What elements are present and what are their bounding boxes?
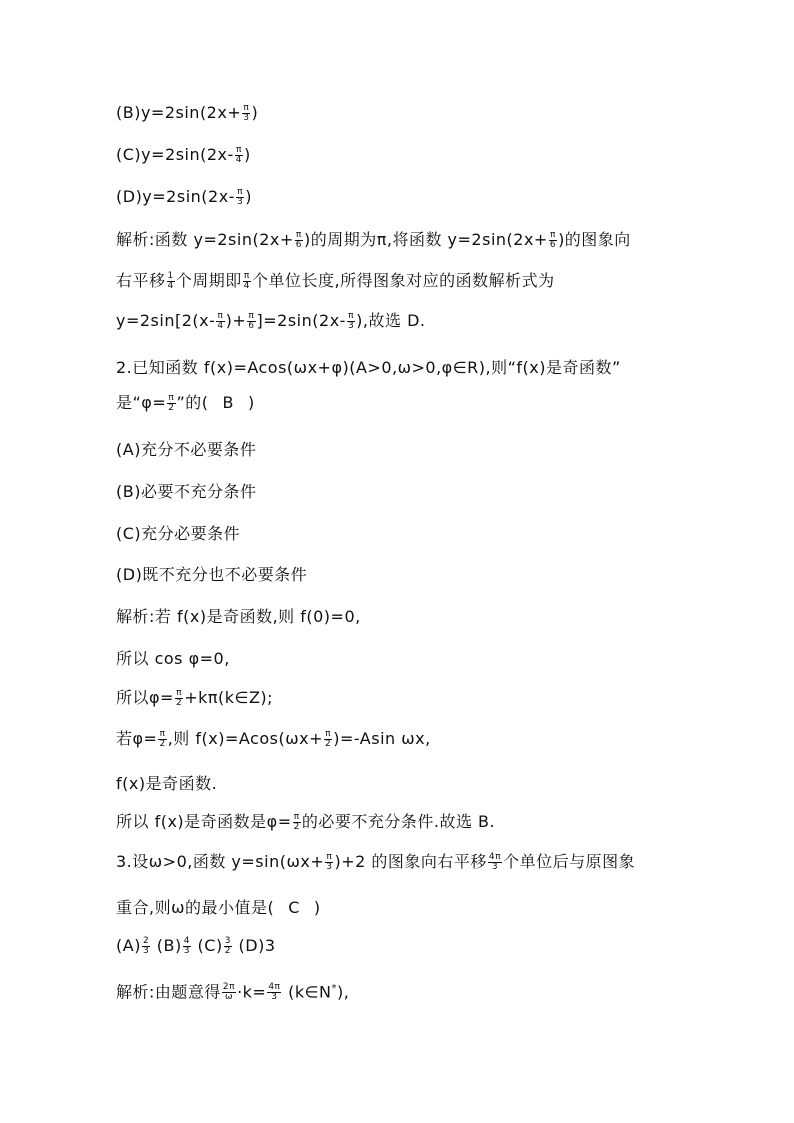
question-2-cont: 是“φ= $\frac{\pi}{2}$ ”的( B )	[116, 393, 255, 413]
fraction: $\frac{\pi}{2}$	[175, 688, 183, 708]
option-d: (D)y=2sin(2x- $\frac{\pi}{3}$ )	[116, 187, 252, 207]
fraction: $\frac{3}{2}$	[224, 936, 231, 956]
fraction: $\frac{\pi}{3}$	[326, 852, 333, 872]
solution-line: 右平移 $\frac{1}{4}$ 个周期即 $\frac{\pi}{4}$ 个单位长度,所得图象对应的函数解析式为	[116, 271, 555, 291]
option-a: (A)充分不必要条件	[116, 440, 257, 459]
fraction: $\frac{\pi}{2}$	[159, 729, 166, 749]
question-3: 3.设ω>0,函数 y=sin(ωx+ $\frac{\pi}{3}$ )+2 的图象向右平移 $\frac{4\pi}{3}$ 个单位后与原图象	[116, 852, 636, 872]
fraction: $\frac{\pi}{2}$	[168, 393, 175, 413]
option-c: (C)y=2sin(2x- $\frac{\pi}{4}$ )	[116, 145, 251, 165]
question-3-cont: 重合,则ω的最小值是( C )	[116, 898, 321, 917]
solution-line: y=2sin[2(x- $\frac{\pi}{4}$ )+ $\frac{\pi}{6}$ ]=2sin(2x- $\frac{\pi}{3}$ ),故选 D.	[116, 311, 426, 331]
solution-line: 解析:由题意得 $\frac{2\pi}{\omega}$ ·k= $\frac{4\pi}{3}$ (k∈N*),	[116, 982, 350, 1003]
fraction: $\frac{4\pi}{3}$	[268, 982, 281, 1003]
fraction: $\frac{1}{4}$	[167, 271, 174, 291]
fraction: $\frac{\pi}{2}$	[293, 812, 300, 832]
question-2: 2.已知函数 f(x)=Acos(ωx+φ)(A>0,ω>0,φ∈R),则“f(x)是奇函数”	[116, 358, 621, 377]
options-row: (A) $\frac{2}{3}$ (B) $\frac{4}{3}$ (C) $\frac{3}{2}$ (D)3	[116, 936, 276, 956]
solution-line: 解析:函数 y=2sin(2x+ $\frac{\pi}{6}$ )的周期为π,将函数 y=2sin(2x+ $\frac{\pi}{6}$ )的图象向	[116, 230, 631, 250]
solution-line: 所以 f(x)是奇函数是φ= $\frac{\pi}{2}$ 的必要不充分条件.故选 B.	[116, 812, 496, 832]
fraction: $\frac{\pi}{6}$	[295, 230, 302, 250]
solution-line: 所以 cos φ=0,	[116, 649, 230, 668]
answer: B	[222, 393, 235, 412]
fraction: $\frac{\pi}{4}$	[235, 145, 243, 165]
option-b: (B)y=2sin(2x+ $\frac{\pi}{3}$ )	[116, 103, 259, 123]
solution-line: 若φ= $\frac{\pi}{2}$ ,则 f(x)=Acos(ωx+ $\frac{\pi}{2}$ )=-Asin ωx,	[116, 729, 431, 749]
fraction: $\frac{2}{3}$	[142, 936, 150, 956]
fraction: $\frac{\pi}{6}$	[549, 230, 557, 250]
option-c: (C)充分必要条件	[116, 524, 241, 543]
option-d: (D)既不充分也不必要条件	[116, 565, 308, 584]
fraction: $\frac{2\pi}{\omega}$	[222, 982, 236, 1003]
fraction: $\frac{\pi}{4}$	[243, 271, 250, 291]
fraction: $\frac{\pi}{2}$	[324, 729, 332, 749]
fraction: $\frac{\pi}{4}$	[217, 311, 224, 331]
answer: C	[288, 898, 300, 917]
solution-line: f(x)是奇函数.	[116, 774, 218, 793]
fraction: $\frac{\pi}{3}$	[243, 103, 250, 123]
fraction: $\frac{4\pi}{3}$	[488, 852, 502, 872]
fraction: $\frac{\pi}{3}$	[236, 187, 244, 207]
option-b: (B)必要不充分条件	[116, 482, 257, 501]
fraction: $\frac{\pi}{6}$	[248, 311, 255, 331]
fraction: $\frac{\pi}{3}$	[347, 311, 355, 331]
fraction: $\frac{4}{3}$	[183, 936, 190, 956]
solution-line: 所以φ= $\frac{\pi}{2}$ +kπ(k∈Z);	[116, 688, 274, 708]
solution-line: 解析:若 f(x)是奇函数,则 f(0)=0,	[116, 607, 361, 626]
